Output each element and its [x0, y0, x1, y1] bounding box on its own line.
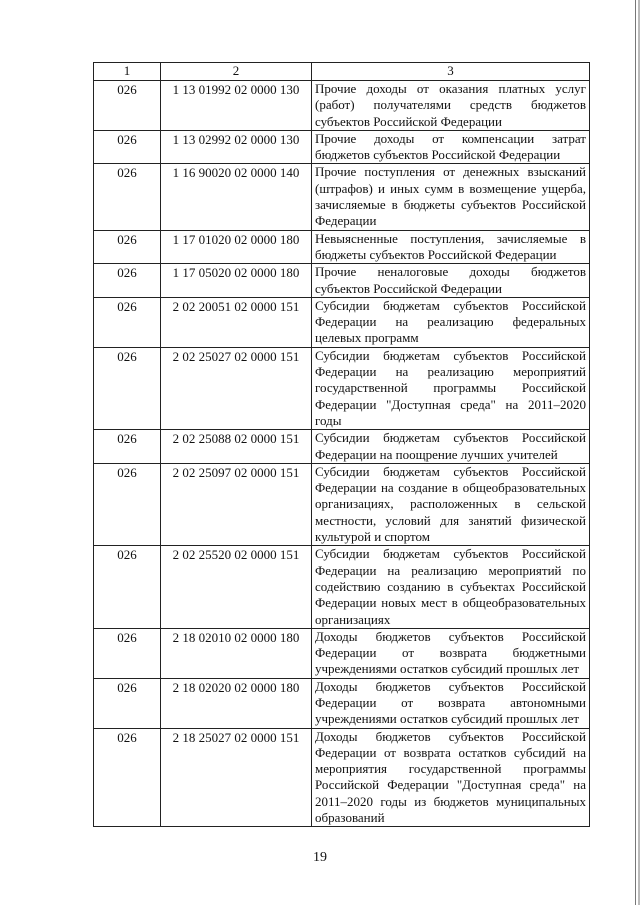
admin-code-cell: 026 [94, 728, 161, 827]
table-row [94, 264, 590, 298]
revenue-name-cell: Невыясненные поступления, зачисляемые в бюджеты субъектов Российской Федерации [312, 230, 590, 264]
header-col-3: 3 [312, 63, 590, 81]
table-row [94, 463, 590, 545]
budget-code-cell: 2 02 25097 02 0000 151 [161, 463, 312, 545]
admin-code-cell: 026 [94, 81, 161, 131]
budget-code-cell: 2 02 20051 02 0000 151 [161, 297, 312, 347]
admin-code-cell: 026 [94, 628, 161, 678]
budget-code-cell: 1 16 90020 02 0000 140 [161, 164, 312, 230]
revenue-codes-table [93, 62, 590, 827]
revenue-name-cell: Прочие поступления от денежных взысканий (штрафов) и иных сумм в возмещение ущерба, зачисляемые в бюджеты субъектов Российской Федерации [312, 164, 590, 230]
budget-code-cell: 1 17 05020 02 0000 180 [161, 264, 312, 298]
admin-code-cell: 026 [94, 130, 161, 164]
table-row [94, 164, 590, 230]
table-row [94, 130, 590, 164]
table-row [94, 230, 590, 264]
revenue-name-cell: Субсидии бюджетам субъектов Российской Федерации на реализацию мероприятий по содействию созданию в субъектах Российской Федерации новых мест в общеобразовательных организациях [312, 546, 590, 628]
revenue-name-cell: Субсидии бюджетам субъектов Российской Федерации на реализацию мероприятий государственной программы Российской Федерации "Доступная среда" на 2011–2020 годы [312, 347, 590, 429]
budget-code-cell: 1 13 02992 02 0000 130 [161, 130, 312, 164]
admin-code-cell: 026 [94, 347, 161, 429]
admin-code-cell: 026 [94, 230, 161, 264]
revenue-name-cell: Прочие доходы от оказания платных услуг (работ) получателями средств бюджетов субъектов Российской Федерации [312, 81, 590, 131]
table-row [94, 628, 590, 678]
table-row [94, 297, 590, 347]
revenue-name-cell: Субсидии бюджетам субъектов Российской Федерации на поощрение лучших учителей [312, 430, 590, 464]
budget-code-cell: 2 18 02010 02 0000 180 [161, 628, 312, 678]
budget-code-cell: 2 02 25520 02 0000 151 [161, 546, 312, 628]
header-col-2: 2 [161, 63, 312, 81]
budget-code-cell: 2 18 02020 02 0000 180 [161, 678, 312, 728]
table-row [94, 728, 590, 827]
budget-code-cell: 1 17 01020 02 0000 180 [161, 230, 312, 264]
admin-code-cell: 026 [94, 264, 161, 298]
budget-code-cell: 2 02 25088 02 0000 151 [161, 430, 312, 464]
budget-code-cell: 2 02 25027 02 0000 151 [161, 347, 312, 429]
page-number: 19 [313, 850, 327, 865]
revenue-codes-table-container [93, 62, 589, 827]
revenue-name-cell: Доходы бюджетов субъектов Российской Федерации от возврата автономными учреждениями остатков субсидий прошлых лет [312, 678, 590, 728]
admin-code-cell: 026 [94, 297, 161, 347]
table-row [94, 81, 590, 131]
revenue-name-cell: Прочие неналоговые доходы бюджетов субъектов Российской Федерации [312, 264, 590, 298]
table-row [94, 546, 590, 628]
admin-code-cell: 026 [94, 546, 161, 628]
admin-code-cell: 026 [94, 164, 161, 230]
table-row [94, 430, 590, 464]
revenue-name-cell: Доходы бюджетов субъектов Российской Федерации от возврата бюджетными учреждениями остатков субсидий прошлых лет [312, 628, 590, 678]
admin-code-cell: 026 [94, 463, 161, 545]
table-row [94, 678, 590, 728]
revenue-name-cell: Прочие доходы от компенсации затрат бюджетов субъектов Российской Федерации [312, 130, 590, 164]
budget-code-cell: 1 13 01992 02 0000 130 [161, 81, 312, 131]
admin-code-cell: 026 [94, 430, 161, 464]
budget-code-cell: 2 18 25027 02 0000 151 [161, 728, 312, 827]
table-header-row [94, 63, 590, 81]
revenue-name-cell: Доходы бюджетов субъектов Российской Федерации от возврата остатков субсидий на мероприятия государственной программы Российской Федерации "Доступная среда" на 2011–2020 годы из бюджетов муниципальных образований [312, 728, 590, 827]
admin-code-cell: 026 [94, 678, 161, 728]
revenue-name-cell: Субсидии бюджетам субъектов Российской Федерации на создание в общеобразовательных организациях, расположенных в сельской местности, условий для занятий физической культурой и спортом [312, 463, 590, 545]
table-row [94, 347, 590, 429]
revenue-name-cell: Субсидии бюджетам субъектов Российской Федерации на реализацию федеральных целевых программ [312, 297, 590, 347]
header-col-1: 1 [94, 63, 161, 81]
scan-edge-line [635, 0, 636, 905]
